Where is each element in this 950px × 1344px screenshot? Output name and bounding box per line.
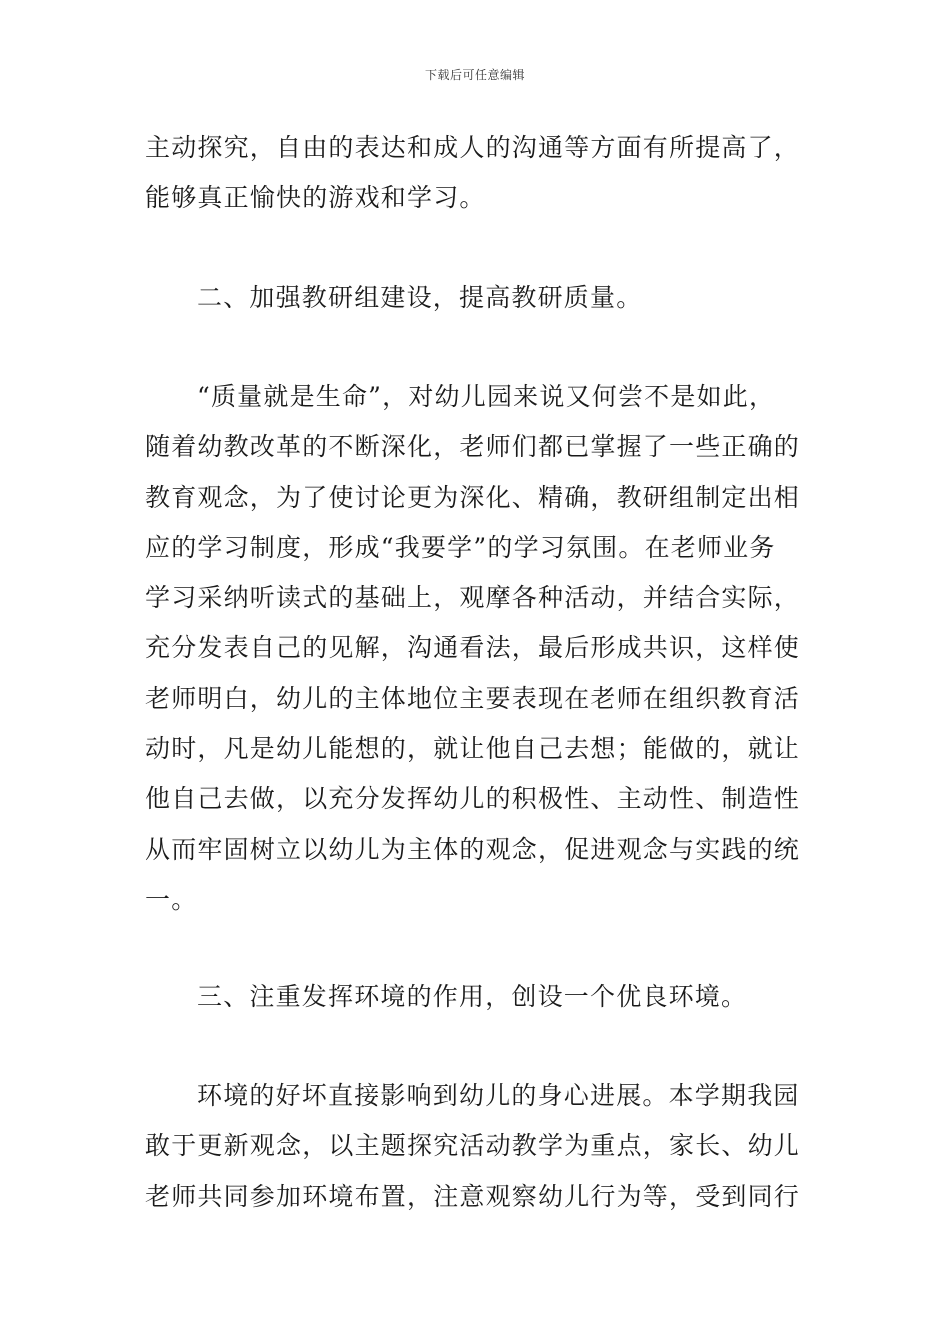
paragraph-line: “质量就是生命”，对幼儿园来说又何尝不是如此， [197, 382, 776, 411]
paragraph-line: 环境的好坏直接影响到幼儿的身心进展。本学期我园 [197, 1081, 800, 1110]
paragraph-line: 老师共同参加环境布置，注意观察幼儿行为等，受到同行 [145, 1181, 801, 1211]
section-heading-3 [145, 972, 807, 1022]
paragraph-line: 应的学习制度，形成“我要学”的学习氛围。在老师业务 [145, 532, 776, 562]
paragraph-line: 敢于更新观念，以主题探究活动教学为重点，家长、幼儿 [145, 1131, 801, 1161]
paragraph-line: 能够真正愉快的游戏和学习。 [145, 183, 486, 213]
paragraph-line: 动时，凡是幼儿能想的，就让他自己去想；能做的，就让 [145, 734, 801, 764]
paragraph-continuation [145, 123, 807, 224]
paragraph-line: 他自己去做，以充分发挥幼儿的积极性、主动性、制造性 [145, 784, 801, 814]
section-heading-2 [145, 273, 807, 323]
paragraph-line: 教育观念，为了使讨论更为深化、精确，教研组制定出相 [145, 482, 801, 512]
page-header: 下载后可任意编辑 [424, 68, 525, 82]
paragraph-line: 学习采纳听读式的基础上，观摩各种活动，并结合实际， [145, 583, 801, 613]
section-heading-line: 三、注重发挥环境的作用，创设一个优良环境。 [197, 982, 748, 1011]
paragraph-line: 随着幼教改革的不断深化，老师们都已掌握了一些正确的 [145, 432, 801, 462]
paragraph-quality [145, 372, 807, 925]
paragraph-line: 一。 [145, 884, 198, 914]
section-heading-line: 二、加强教研组建设，提高教研质量。 [197, 283, 643, 312]
paragraph-line: 充分发表自己的见解，沟通看法，最后形成共识，这样使 [145, 633, 801, 663]
paragraph-line: 从而牢固树立以幼儿为主体的观念，促进观念与实践的统 [145, 834, 801, 864]
paragraph-line: 老师明白，幼儿的主体地位主要表现在老师在组织教育活 [145, 683, 801, 713]
paragraph-line: 主动探究，自由的表达和成人的沟通等方面有所提高了， [145, 133, 801, 162]
paragraph-environment [145, 1071, 807, 1222]
